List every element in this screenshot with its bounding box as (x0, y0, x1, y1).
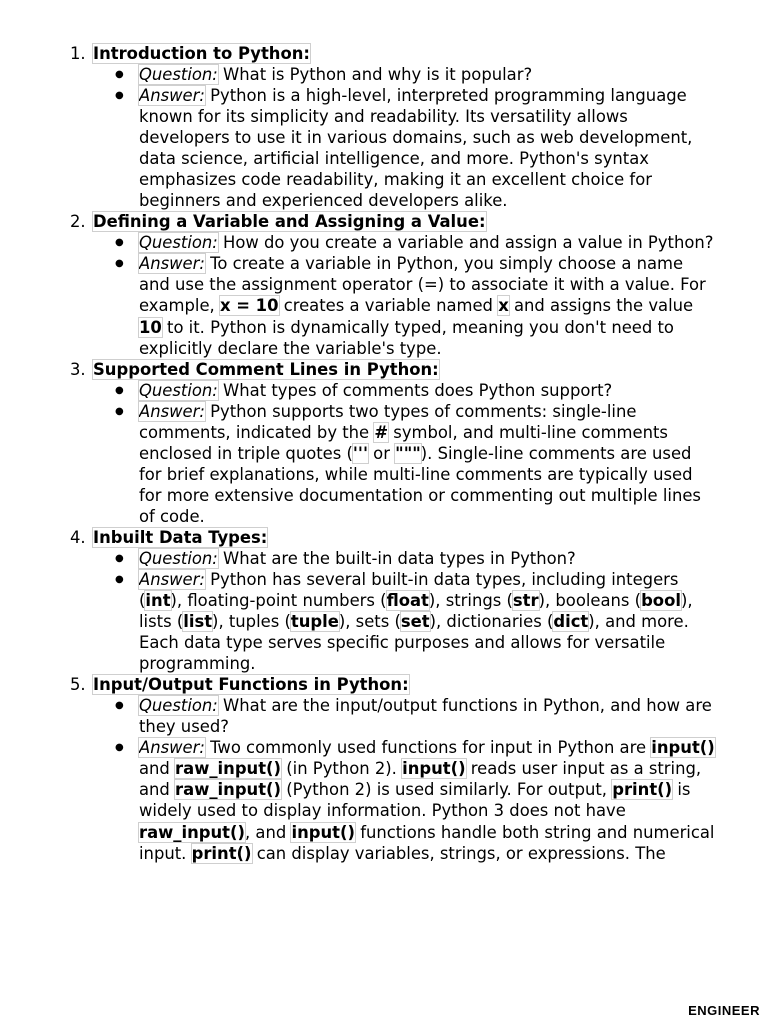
answer-run: symbol, and multi-line comments enclosed in triple quotes ( (139, 422, 668, 463)
inline-code: float (386, 591, 429, 611)
section-item (70, 43, 730, 211)
answer-run: or (367, 443, 396, 463)
answer-run: (in Python 2). (281, 759, 403, 779)
section-heading (70, 211, 730, 232)
answer-run: is widely used to display information. Python 3 does not have (139, 780, 691, 821)
question-label: Question: (139, 548, 218, 568)
section-title: Defining a Variable and Assigning a Value: (93, 212, 486, 232)
bullet-icon: ● (115, 405, 124, 417)
inline-code: raw_input() (175, 780, 282, 800)
answer-run: Python is a high-level, interpreted programming language known for its simplicity and readability. Its versatility allows developers to use it in various domains, such as web development, data science, artificial intelligence, and more. Python's syntax emphasizes code readability, making it an excellent choice for beginners and experienced developers alike. (139, 86, 693, 211)
answer-run: creates a variable named (278, 296, 499, 316)
answer-run: reads user input as a string, and (139, 759, 702, 800)
answer-run: ), booleans ( (538, 591, 642, 611)
inline-code: 10 (139, 317, 162, 337)
section-heading (70, 527, 730, 548)
answer-run: Python has several built-in data types, including integers ( (139, 569, 679, 611)
inline-code: list (183, 612, 213, 632)
question-item (70, 64, 718, 85)
answer-item (70, 85, 718, 211)
inline-code: ''' (352, 443, 368, 463)
qa-list (70, 64, 730, 211)
question-text: What is Python and why is it popular? (217, 65, 533, 84)
section-heading (70, 359, 730, 380)
answer-run: ), tuples ( (212, 612, 291, 632)
question-item (70, 548, 718, 569)
section-item (70, 674, 730, 863)
inline-code: int (145, 591, 171, 611)
bullet-icon: ● (115, 552, 124, 564)
section-number: 1. (70, 44, 86, 63)
answer-run: and assigns the value (508, 296, 694, 316)
question-label: Question: (139, 380, 218, 400)
answer-run: ), dictionaries ( (429, 612, 554, 632)
answer-text (139, 86, 692, 210)
inline-code: x (498, 296, 509, 316)
answer-item (70, 569, 718, 674)
inline-code: x = 10 (219, 296, 279, 316)
question-text: What are the input/output functions in Python, and how are they used? (139, 696, 712, 737)
answer-run: ), strings ( (428, 591, 513, 611)
inline-code: print() (191, 843, 252, 863)
section-heading (70, 674, 730, 695)
bullet-icon: ● (115, 573, 124, 585)
answer-item (70, 401, 718, 527)
question-text: What types of comments does Python support? (217, 380, 613, 400)
section-number: 3. (70, 359, 86, 379)
bullet-icon: ● (115, 69, 124, 80)
answer-run: can display variables, strings, or expressions. The (251, 843, 666, 863)
qa-list (70, 232, 730, 358)
answer-label: Answer: (139, 86, 205, 106)
answer-run: ), floating-point numbers ( (170, 591, 387, 611)
inline-code: raw_input() (175, 759, 282, 779)
answer-label: Answer: (139, 738, 205, 758)
section-item (70, 359, 730, 527)
answer-text (139, 738, 715, 862)
bullet-icon: ● (115, 90, 124, 102)
qa-list (70, 695, 730, 863)
bullet-icon: ● (115, 258, 124, 270)
inline-code: input() (651, 738, 715, 758)
answer-run: To create a variable in Python, you simply choose a name and use the assignment operator (=) to associate it with a value. For example, (139, 254, 706, 316)
section-title: Input/Output Functions in Python: (93, 675, 409, 695)
question-label: Question: (139, 696, 218, 716)
bullet-icon: ● (115, 742, 124, 754)
section-number: 5. (70, 675, 86, 695)
section-title: Inbuilt Data Types: (93, 527, 268, 547)
question-label: Question: (139, 65, 218, 84)
inline-code: input() (402, 759, 466, 779)
qa-list (70, 380, 730, 527)
question-item (70, 380, 718, 401)
answer-run: (Python 2) is used similarly. For output, (281, 780, 613, 800)
section-item (70, 527, 730, 674)
answer-run: , and (245, 822, 292, 842)
answer-run: and (139, 759, 176, 779)
bullet-icon: ● (115, 384, 124, 396)
answer-item (70, 737, 718, 863)
answer-label: Answer: (139, 254, 205, 274)
inline-code: str (512, 591, 539, 611)
answer-run: ), and more. Each data type serves specific purposes and allows for versatile programming. (139, 612, 689, 674)
inline-code: tuple (290, 612, 339, 632)
answer-run: to it. Python is dynamically typed, meaning you don't need to explicitly declare the variable's type. (139, 317, 674, 358)
section-title: Introduction to Python: (93, 44, 310, 63)
question-text: What are the built-in data types in Python? (217, 548, 576, 568)
inline-code: # (374, 422, 389, 442)
section-title: Supported Comment Lines in Python: (93, 359, 439, 379)
answer-run: Python supports two types of comments: single-line comments, indicated by the (139, 401, 637, 442)
answer-label: Answer: (139, 401, 205, 421)
answer-label: Answer: (139, 569, 205, 589)
answer-item (70, 253, 718, 358)
answer-run: ), sets ( (338, 612, 401, 632)
section-heading (70, 43, 730, 64)
question-label: Question: (139, 233, 218, 253)
qa-list (70, 548, 730, 674)
question-item (70, 232, 718, 253)
answer-text (139, 254, 706, 357)
inline-code: dict (553, 612, 589, 632)
section-number: 2. (70, 212, 86, 232)
inline-code: print() (612, 780, 673, 800)
question-text: How do you create a variable and assign a value in Python? (217, 233, 714, 253)
answer-run: functions handle both string and numerical input. (139, 822, 715, 863)
section-number: 4. (70, 527, 86, 547)
answer-run: ). Single-line comments are used for brief explanations, while multi-line comments are typically used for more extensive documentation or commenting out multiple lines of code. (139, 443, 701, 526)
bullet-icon: ● (115, 700, 124, 712)
inline-code: set (400, 612, 430, 632)
inline-code: """ (395, 443, 421, 463)
question-item (70, 695, 718, 737)
answer-text (139, 402, 701, 526)
inline-code: input() (291, 822, 355, 842)
answer-run: ), lists ( (139, 591, 693, 632)
inline-code: raw_input() (139, 822, 245, 842)
answer-text (139, 570, 693, 673)
section-item (70, 211, 730, 358)
section-list (70, 43, 730, 864)
bullet-icon: ● (115, 237, 124, 249)
footer-label: ENGINEER (688, 1003, 760, 1018)
inline-code: bool (641, 591, 681, 611)
answer-run: Two commonly used functions for input in Python are (204, 738, 652, 758)
